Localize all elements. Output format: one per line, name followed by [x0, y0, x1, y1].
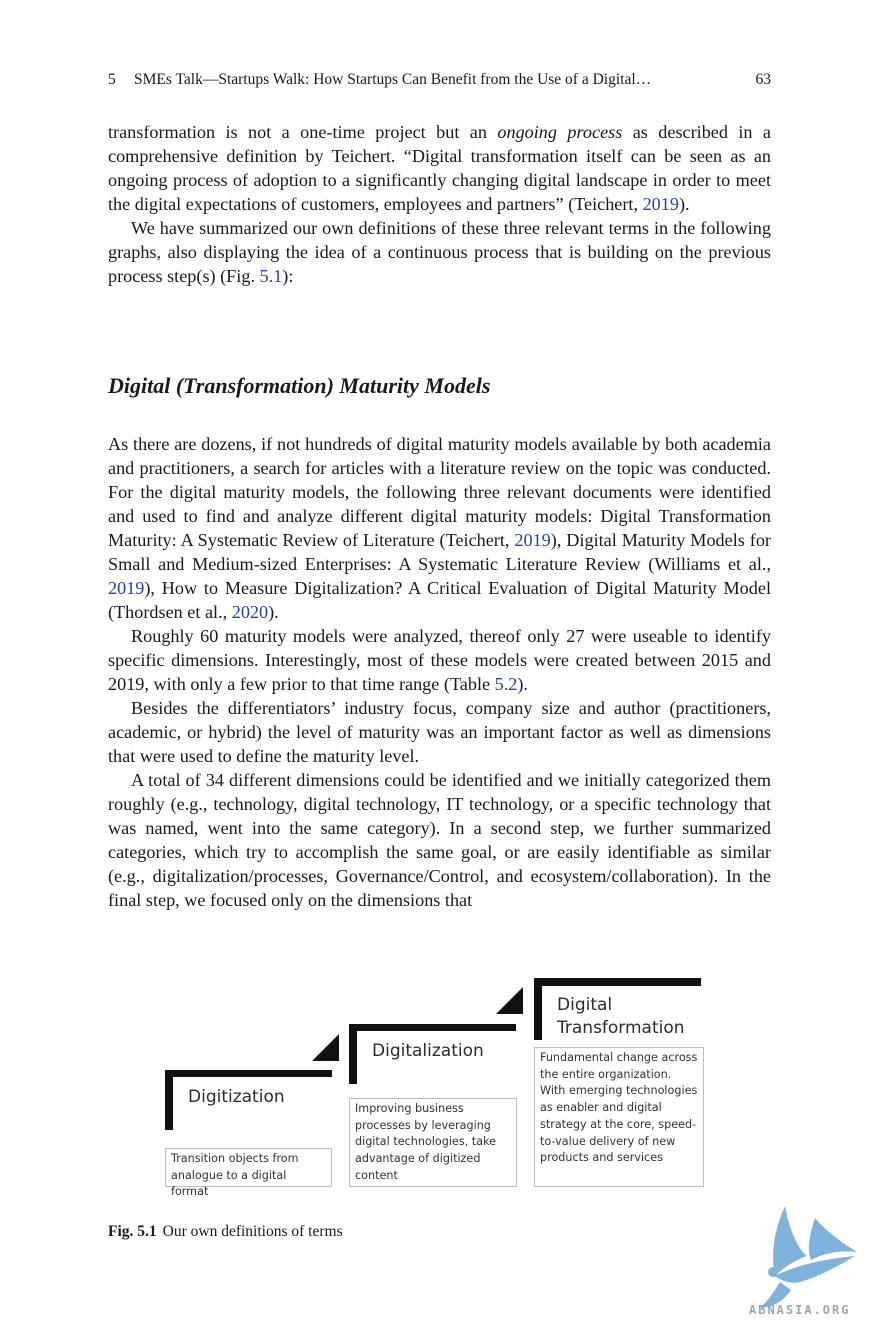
- step-description-digital-transformation: Fundamental change across the entire organization. With emerging technologies as enabler and digital strategy at the core, speed-to-value delivery of new products and services: [534, 1047, 704, 1187]
- figure-caption: [108, 1222, 343, 1242]
- step-3-top-bar: [534, 978, 701, 986]
- running-head: [108, 70, 771, 90]
- citation-link-teichert-2019[interactable]: 2019: [642, 194, 679, 214]
- figure-caption-text: Our own definitions of terms: [162, 1223, 343, 1240]
- emphasis-ongoing-process: ongoing process: [497, 122, 623, 142]
- step-1-arrow: [312, 1034, 339, 1061]
- section-paragraph-3: Besides the differentiators’ industry focus, company size and author (practitioners, academic, or hybrid) the level of maturity was an important factor as well as dimensions that were used to define the maturity level.: [108, 698, 771, 766]
- section-heading: Digital (Transformation) Maturity Models: [108, 373, 491, 398]
- chapter-number: 5: [108, 71, 116, 88]
- step-2-top-bar: [349, 1024, 516, 1031]
- step-description-digitalization: Improving business processes by leveraging digital technologies, take advantage of digitized content: [349, 1098, 517, 1187]
- section-text: [108, 432, 771, 912]
- step-1-side-bar: [165, 1070, 173, 1130]
- step-2-arrow: [496, 987, 523, 1014]
- intro-text: [108, 120, 771, 288]
- section-paragraph-4: A total of 34 different dimensions could be identified and we initially categorized them roughly (e.g., technology, digital technology, IT technology, or a specific technology that was named, went into the same category). In a second step, we further summarized categories, which try to accomplish the same goal, or are easily identifiable as similar (e.g., digitalization/processes, Governance/Control, and ecosystem/collaboration). In the final step, we focused only on the dimensions that: [108, 770, 771, 910]
- step-description-digitization: Transition objects from analogue to a digital format: [165, 1148, 332, 1187]
- figure-caption-label: Fig. 5.1: [108, 1223, 157, 1240]
- step-title-digitization: Digitization: [188, 1087, 285, 1107]
- step-3-side-bar: [534, 978, 542, 1040]
- figure-staircase-diagram: [160, 975, 710, 1199]
- intro-paragraph-1: transformation is not a one-time project but an ongoing process as described in a comprehensive definition by Teichert. “Digital transformation itself can be seen as an ongoing process of adoption to a significantly changing digital landscape in order to meet the digital expectations of customers, employees and partners” (Teichert, 2019).: [108, 122, 772, 214]
- chapter-title: SMEs Talk—Startups Walk: How Startups Can Benefit from the Use of a Digital…: [134, 71, 652, 88]
- citation-link-thordsen-2020[interactable]: 2020: [231, 602, 269, 622]
- section-paragraph-1: As there are dozens, if not hundreds of digital maturity models available by both academia and practitioners, a search for articles with a literature review on the topic was conducted. For the digital maturity models, the following three relevant documents were identified and used to find and analyze different digital maturity models: Digital Transformation Maturity: A Systematic Review of Literature (Teichert, 2019), Digital Maturity Models for Small and Medium-sized Enterprises: A Systematic Literature Review (Williams et al., 2019), How to Measure Digitalization? A Critical Evaluation of Digital Maturity Model (Thordsen et al., 2020).: [108, 434, 771, 622]
- step-2-side-bar: [349, 1024, 357, 1084]
- intro-paragraph-2: We have summarized our own definitions of these three relevant terms in the following graphs, also displaying the idea of a continuous process that is building on the previous process step(s) (Fig. 5.1):: [108, 218, 771, 286]
- section-paragraph-2: Roughly 60 maturity models were analyzed, thereof only 27 were useable to identify specific dimensions. Interestingly, most of these models were created between 2015 and 2019, with only a few prior to that time range (Table 5.2).: [108, 626, 771, 694]
- figure-reference-link[interactable]: 5.1: [259, 266, 283, 286]
- step-title-digitalization: Digitalization: [372, 1041, 484, 1061]
- citation-link-teichert-2019[interactable]: 2019: [514, 530, 551, 550]
- table-reference-link[interactable]: 5.2: [494, 674, 518, 694]
- page-number: 63: [755, 71, 771, 88]
- step-1-top-bar: [165, 1070, 332, 1077]
- step-title-digital-transformation: Digital Transformation: [557, 995, 685, 1038]
- watermark-text: ABNASIA.ORG: [749, 1303, 851, 1317]
- citation-link-williams-2019[interactable]: 2019: [108, 578, 145, 598]
